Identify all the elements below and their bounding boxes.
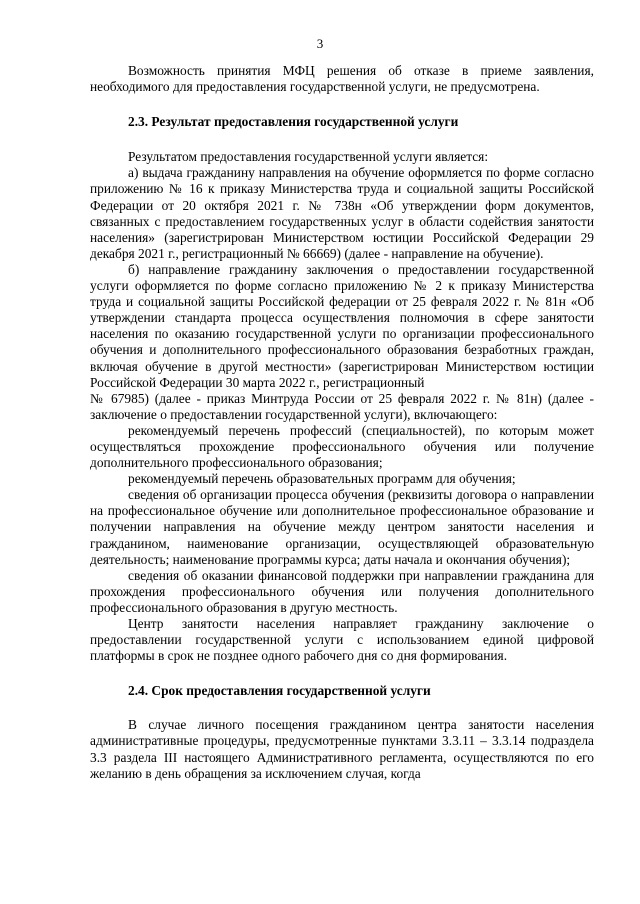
document-body — [90, 63, 594, 782]
paragraph-item-a: а) выдача гражданину направления на обучение оформляется по форме согласно приложению № 16 к приказу Министерства труда и социальной защиты Российской Федерации от 20 октября 2021 г. № 738н «Об утверждении форм документов, связанных с предоставлением государственных услуг в области содействия занятости населения» (зарегистрирован Министерством юстиции Российской Федерации 29 декабря 2021 г., регистрационный № 66669) (далее - направление на обучение). — [90, 165, 594, 261]
section-heading-2-3: 2.3. Результат предоставления государственной услуги — [128, 114, 459, 130]
list-item-organization: сведения об организации процесса обучения (реквизиты договора о направлении на профессиональное обучение или дополнительное профессиональное образование и получении направления на обучение между центром занятости населения и гражданином, наименование организации, осуществляющей образовательную деятельность; наименование программы курса; даты начала и окончания обучения); — [90, 487, 594, 567]
paragraph-employment-center: Центр занятости населения направляет гражданину заключение о предоставлении государственной услуги с использованием единой цифровой платформы в срок не позднее одного рабочего дня со дня формирования. — [90, 616, 594, 664]
page-number: 3 — [316, 36, 324, 51]
paragraph-item-b-continued: № 67985) (далее - приказ Минтруда России от 25 февраля 2022 г. № 81н) (далее - заключение о предоставлении государственной услуги), включающего: — [90, 390, 594, 422]
paragraph-term-first: В случае личного посещения гражданином центра занятости населения административные процедуры, предусмотренные пунктами 3.3.11 – 3.3.14 подраздела 3.3 раздела III настоящего Административного регламента, осуществляются по его желанию в день обращения за исключением случая, когда — [90, 717, 594, 781]
paragraph-item-b: б) направление гражданину заключения о предоставлении государственной услуги оформляется по форме согласно приложению № 2 к приказу Министерства труда и социальной защиты Российской федерации от 25 февраля 2022 г. № 81н «Об утверждении стандарта процесса осуществления полномочия в сфере занятости населения по оказанию государственной услуги по организации профессионального обучения и дополнительного профессионального образования безработных граждан, включая обучение в другой местности» (зарегистрирован Министерством юстиции Российской Федерации 30 марта 2022 г., регистрационный — [90, 261, 594, 390]
list-item-professions: рекомендуемый перечень профессий (специальностей), по которым может осуществляться прохождение профессионального обучения или получение дополнительного профессионального образования; — [90, 422, 594, 471]
list-item-programs: рекомендуемый перечень образовательных программ для обучения; — [128, 471, 516, 487]
section-heading-2-4: 2.4. Срок предоставления государственной услуги — [128, 683, 431, 699]
paragraph-result-intro: Результатом предоставления государственной услуги является: — [128, 149, 489, 165]
list-item-financial-support: сведения об оказании финансовой поддержки при направлении гражданина для прохождения профессионального обучения или получения дополнительного профессионального образования в другую местность. — [90, 567, 594, 615]
paragraph-refusal: Возможность принятия МФЦ решения об отказе в приеме заявления, необходимого для предоставления государственной услуги, не предусмотрена. — [90, 63, 594, 95]
